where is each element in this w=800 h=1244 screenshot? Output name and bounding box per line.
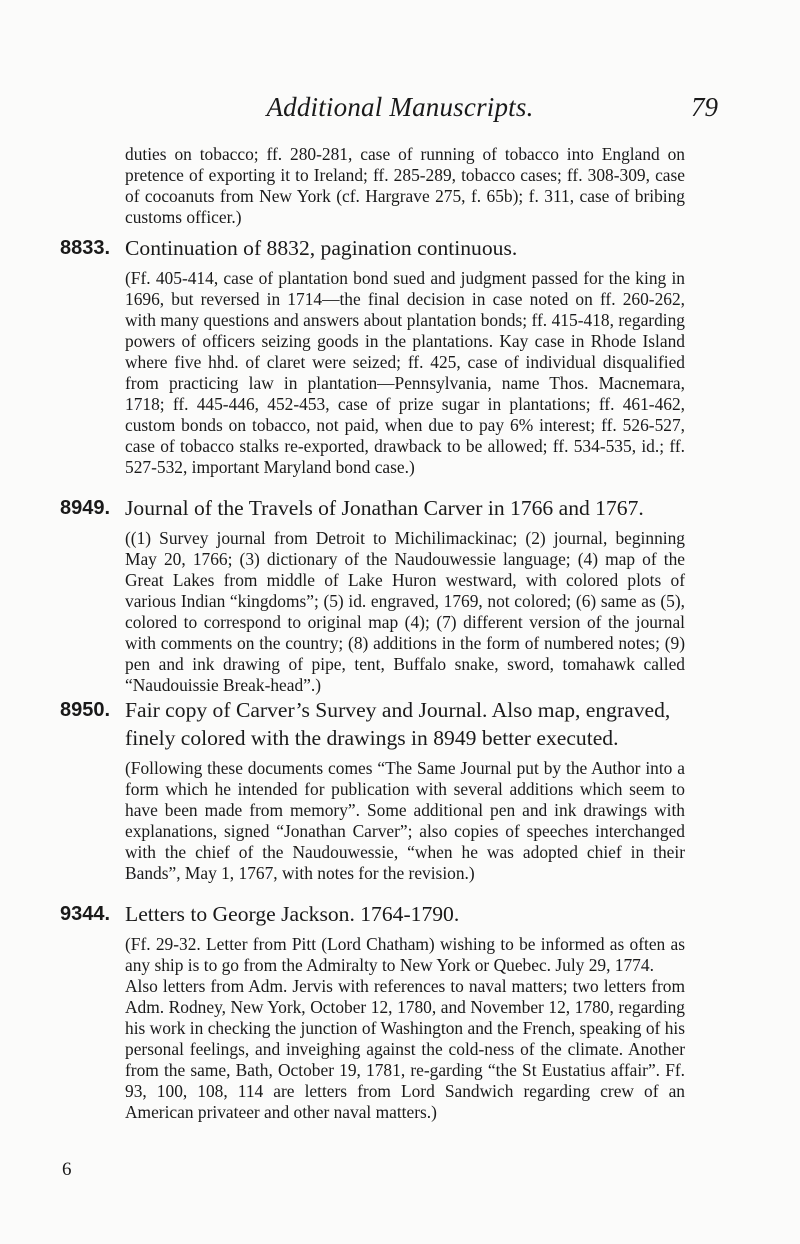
entry-heading xyxy=(60,234,685,262)
entry-title: Journal of the Travels of Jonathan Carver in 1766 and 1767. xyxy=(125,496,644,520)
entry-number: 9344. xyxy=(60,903,111,925)
entry-8833 xyxy=(0,234,800,478)
entry-note: ((1) Survey journal from Detroit to Michilimackinac; (2) journal, beginning May 20, 1766; (3) dictionary of the Naudouwessie language; (4) map of the Great Lakes from middle of Lake Huron westward, with colored plots of various Indian “kingdoms”; (5) id. engraved, 1769, not colored; (6) same as (5), colored to correspond to original map (4); (7) different version of the journal with comments on the country; (8) additions in the form of numbered notes; (9) pen and ink drawing of pipe, tent, Buffalo snake, sword, tomahawk called “Naudouissie Break-head”.) xyxy=(125,528,685,695)
entry-number: 8949. xyxy=(60,497,111,519)
intro-note-block xyxy=(0,144,800,228)
running-head xyxy=(0,92,800,126)
entry-heading xyxy=(60,494,685,522)
entry-title: Fair copy of Carver’s Survey and Journal. Also map, engraved, finely colored with the drawings in 8949 better executed. xyxy=(125,698,671,750)
intro-note: duties on tobacco; ff. 280-281, case of running of tobacco into England on pretence of exporting it to Ireland; ff. 285-289, tobacco cases; ff. 308-309, case of cocoanuts from New York (cf. Hargrave 275, f. 65b); f. 311, case of bribing customs officer.) xyxy=(125,144,685,227)
entry-8949 xyxy=(0,494,800,696)
entry-note-part-1: (Ff. 29-32. Letter from Pitt (Lord Chatham) wishing to be informed as often as any ship is to go from the Admiralty to New York or Quebec. July 29, 1774. xyxy=(125,934,685,975)
entry-number: 8833. xyxy=(60,237,111,259)
entry-8950 xyxy=(0,696,800,884)
entry-note-part-2: Also letters from Adm. Jervis with references to naval matters; two letters from Adm. Rodney, New York, October 12, 1780, and November 12, 1780, regarding his work in checking the junction of Washington and the French, speaking of his personal feelings, and inveighing against the cold-ness of the climate. Another from the same, Bath, October 19, 1781, re-garding “the St Eustatius affair”. Ff. 93, 100, 108, 114 are letters from Lord Sandwich regarding crew of an American privateer and other naval matters.) xyxy=(125,976,685,1122)
running-title: Additional Manuscripts. xyxy=(266,92,534,122)
entry-note: (Ff. 405-414, case of plantation bond sued and judgment passed for the king in 1696, but reversed in 1714—the final decision in case noted on ff. 260-262, with many questions and answers about plantation bonds; ff. 415-418, regarding powers of officers seizing goods in the plantations. Kay case in Rhode Island where five hhd. of claret were seized; ff. 425, case of individual disqualified from practicing law in plantation—Pennsylvania, name Thos. Macnemara, 1718; ff. 445-446, 452-453, case of prize sugar in plantations; ff. 461-462, custom bonds on tobacco, not paid, when due to pay 6% interest; ff. 526-527, case of tobacco stalks re-exported, drawback to be allowed; ff. 534-535, id.; ff. 527-532, important Maryland bond case.) xyxy=(125,268,685,477)
entry-heading xyxy=(60,696,685,752)
entry-heading xyxy=(60,900,685,928)
entry-9344 xyxy=(0,900,800,1123)
entry-note: (Following these documents comes “The Same Journal put by the Author into a form which he intended for publication with several additions which seem to have been made from memory”. Some additional pen and ink drawings with explanations, signed “Jonathan Carver”; also copies of speeches interchanged with the chief of the Naudouwessie, “when he was adopted chief in their Bands”, May 1, 1767, with notes for the revision.) xyxy=(125,758,685,883)
page-number: 79 xyxy=(691,92,718,122)
entry-title: Continuation of 8832, pagination continuous. xyxy=(125,236,518,260)
folio-signature: 6 xyxy=(62,1159,72,1180)
entry-number: 8950. xyxy=(60,699,111,721)
entry-title: Letters to George Jackson. 1764-1790. xyxy=(125,902,460,926)
